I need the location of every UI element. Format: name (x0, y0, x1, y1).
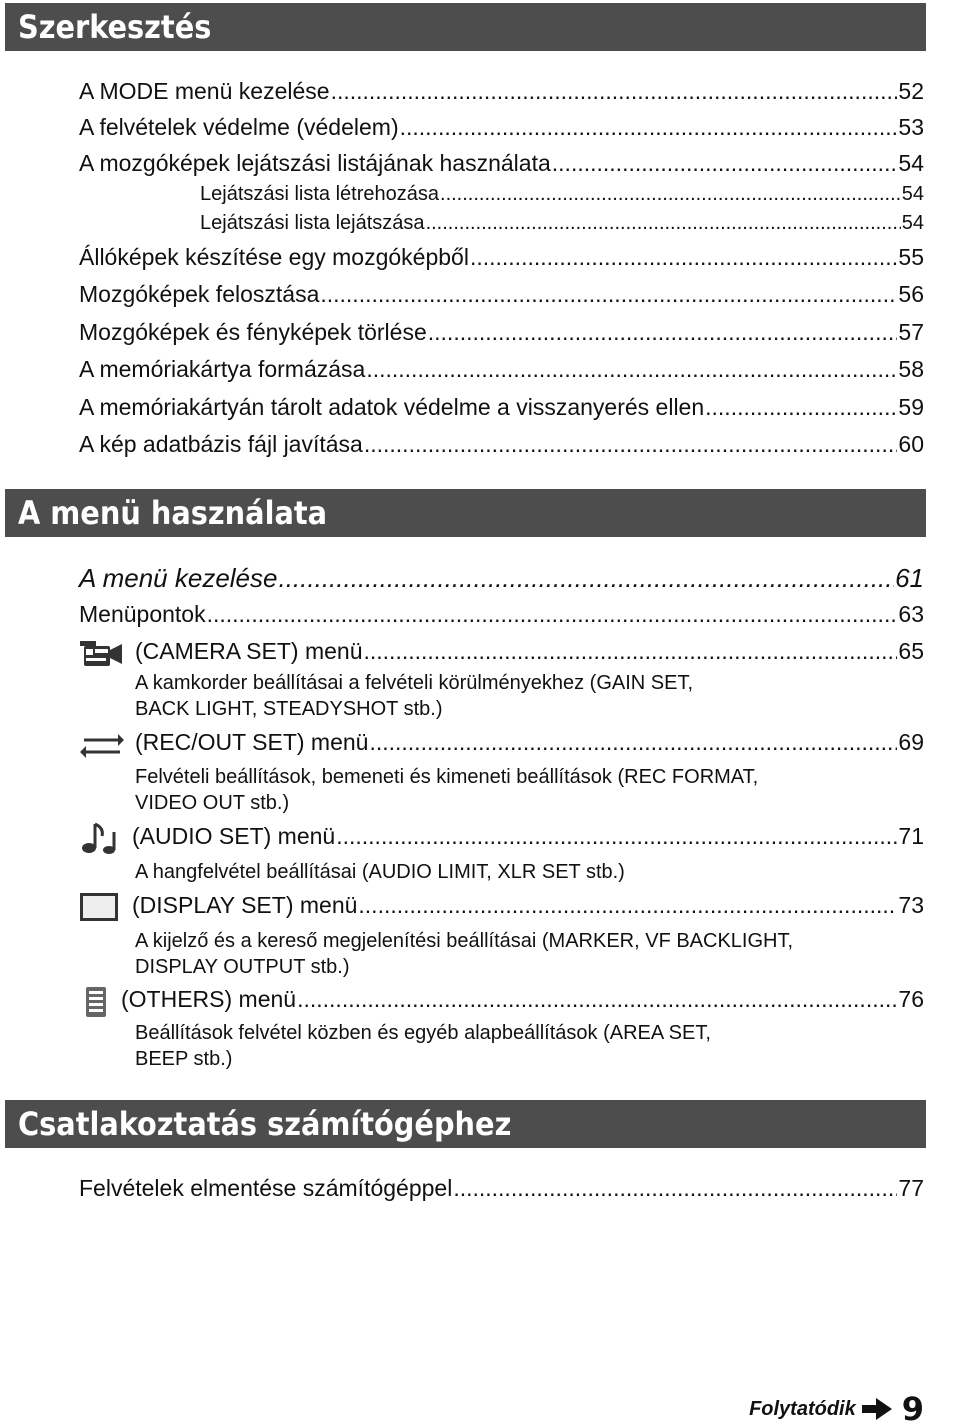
leader-dots (426, 212, 901, 235)
description-line: BEEP stb.) (135, 1048, 233, 1070)
toc-entry-text: A menü kezelése (79, 563, 278, 593)
description-line: A kijelző és a kereső megjelenítési beállításai (MARKER, VF BACKLIGHT, (135, 930, 794, 952)
toc-entry-description (135, 928, 793, 980)
page-footer (749, 1390, 924, 1428)
toc-subentry[interactable] (200, 212, 924, 235)
toc-entry-display-set[interactable] (132, 892, 924, 919)
toc-entry[interactable] (79, 394, 924, 421)
description-line: Beállítások felvétel közben és egyéb alapbeállítások (AREA SET, (135, 1022, 711, 1044)
toc-entry-page: 69 (898, 729, 924, 755)
leader-dots (552, 150, 898, 177)
description-line: A hangfelvétel beállításai (AUDIO LIMIT, XLR SET stb.) (135, 861, 625, 883)
leader-dots (207, 601, 898, 628)
toc-entry[interactable] (79, 431, 924, 458)
toc-entry-text: Felvételek elmentése számítógéppel (79, 1175, 453, 1201)
leader-dots (320, 281, 897, 308)
leader-dots (366, 356, 897, 383)
toc-entry-rec-out-set[interactable] (135, 729, 924, 756)
toc-entry-page: 53 (898, 114, 924, 140)
leader-dots (470, 244, 897, 271)
rec-out-icon (80, 731, 124, 761)
leader-dots (369, 729, 897, 756)
toc-entry[interactable] (79, 281, 924, 308)
leader-dots (364, 431, 898, 458)
leader-dots (400, 114, 898, 141)
toc-entry-audio-set[interactable] (132, 823, 924, 850)
toc-entry-page: 60 (898, 431, 924, 457)
description-line: DISPLAY OUTPUT stb.) (135, 956, 350, 978)
toc-entry[interactable] (79, 78, 924, 105)
display-icon (80, 893, 118, 921)
toc-entry-page: 76 (898, 986, 924, 1012)
toc-entry[interactable] (79, 150, 924, 177)
leader-dots (453, 1175, 897, 1202)
toc-entry[interactable] (79, 1175, 924, 1202)
toc-entry-text: Mozgóképek felosztása (79, 281, 320, 307)
leader-dots (278, 563, 894, 594)
description-line: Felvételi beállítások, bemeneti és kimeneti beállítások (REC FORMAT, (135, 766, 759, 788)
toc-entry-description (135, 1020, 711, 1072)
toc-entry-text: Menüpontok (79, 601, 206, 627)
others-icon (84, 986, 108, 1018)
toc-entry-page: 63 (898, 601, 924, 627)
toc-entry-text: (DISPLAY SET) menü (132, 892, 358, 918)
section-header-menu (5, 489, 926, 537)
section-header-szerkesztes (5, 3, 926, 51)
toc-entry-text: A memóriakártyán tárolt adatok védelme a visszanyerés ellen (79, 394, 705, 420)
camera-icon (78, 638, 124, 670)
toc-entry-others[interactable] (121, 986, 924, 1013)
toc-entry[interactable] (79, 114, 924, 141)
toc-entry-text: Lejátszási lista lejátszása (200, 212, 425, 234)
toc-entry[interactable] (79, 319, 924, 346)
toc-entry-page: 54 (901, 183, 924, 205)
toc-entry-page: 71 (898, 823, 924, 849)
toc-entry[interactable] (79, 601, 924, 628)
toc-entry-text: Állóképek készítése egy mozgóképből (79, 244, 469, 270)
toc-entry-page: 56 (898, 281, 924, 307)
toc-entry[interactable] (79, 563, 924, 594)
toc-entry-text: A mozgóképek lejátszási listájának használata (79, 150, 551, 176)
leader-dots (440, 183, 901, 206)
toc-entry-text: Lejátszási lista létrehozása (200, 183, 440, 205)
page-number: 9 (901, 1390, 924, 1428)
section-header-csatlakoztatas (5, 1100, 926, 1148)
section-title: A menü használata (18, 494, 328, 532)
toc-entry-page: 77 (898, 1175, 924, 1201)
toc-entry-page: 55 (898, 244, 924, 270)
audio-icon (80, 820, 120, 856)
toc-entry-page: 54 (898, 150, 924, 176)
leader-dots (358, 892, 897, 919)
toc-entry-text: (OTHERS) menü (121, 986, 297, 1012)
leader-dots (336, 823, 897, 850)
toc-entry-camera-set[interactable] (135, 638, 924, 665)
toc-entry-page: 61 (895, 563, 924, 593)
toc-entry[interactable] (79, 244, 924, 271)
description-line: VIDEO OUT stb.) (135, 792, 290, 814)
continued-label: Folytatódik (749, 1397, 856, 1420)
toc-entry-page: 57 (898, 319, 924, 345)
toc-entry-page: 52 (898, 78, 924, 104)
leader-dots (331, 78, 898, 105)
toc-entry-text: A kép adatbázis fájl javítása (79, 431, 363, 457)
toc-entry-text: (CAMERA SET) menü (135, 638, 363, 664)
toc-entry-text: A memóriakártya formázása (79, 356, 366, 382)
toc-entry-text: (AUDIO SET) menü (132, 823, 336, 849)
toc-entry-text: A MODE menü kezelése (79, 78, 330, 104)
description-line: A kamkorder beállításai a felvételi körülményekhez (GAIN SET, (135, 672, 694, 694)
leader-dots (705, 394, 897, 421)
toc-entry[interactable] (79, 356, 924, 383)
leader-dots (364, 638, 898, 665)
section-title: Szerkesztés (18, 8, 212, 46)
toc-subentry[interactable] (200, 183, 924, 206)
leader-dots (297, 986, 897, 1013)
toc-entry-page: 59 (898, 394, 924, 420)
toc-entry-text: (REC/OUT SET) menü (135, 729, 369, 755)
toc-entry-page: 54 (901, 212, 924, 234)
description-line: BACK LIGHT, STEADYSHOT stb.) (135, 698, 443, 720)
toc-entry-description (135, 764, 758, 816)
toc-entry-text: Mozgóképek és fényképek törlése (79, 319, 427, 345)
section-title: Csatlakoztatás számítógéphez (18, 1105, 512, 1143)
toc-entry-description (135, 859, 625, 885)
leader-dots (428, 319, 898, 346)
toc-entry-description (135, 670, 693, 722)
arrow-right-icon (862, 1398, 892, 1420)
toc-entry-page: 58 (898, 356, 924, 382)
toc-entry-page: 73 (898, 892, 924, 918)
toc-entry-text: A felvételek védelme (védelem) (79, 114, 399, 140)
toc-entry-page: 65 (898, 638, 924, 664)
